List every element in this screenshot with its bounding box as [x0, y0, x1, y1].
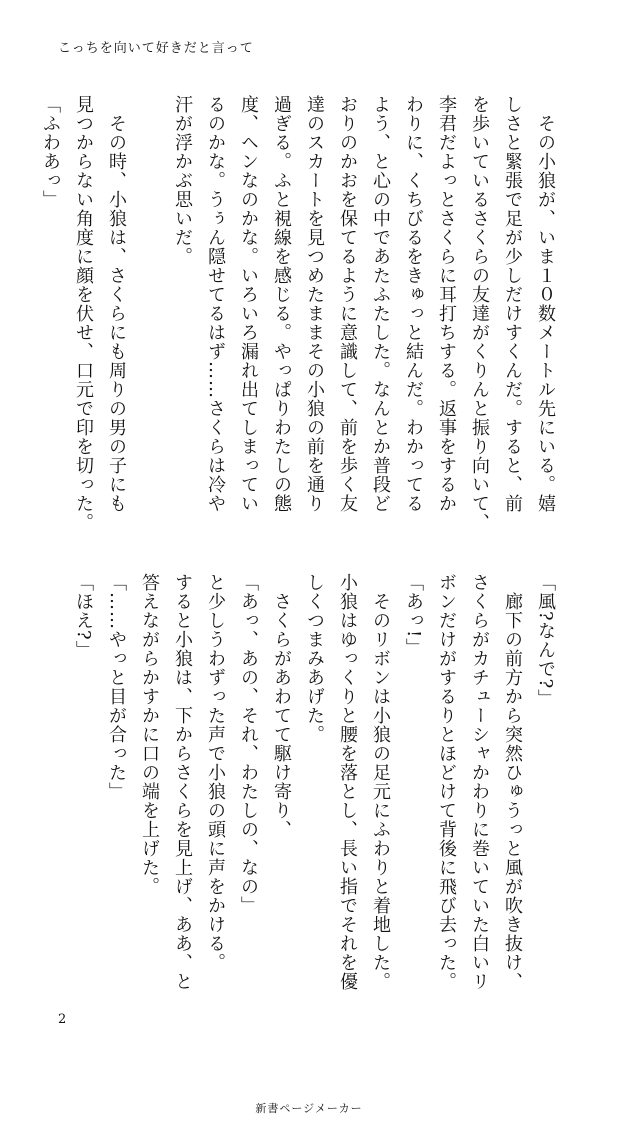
text-line: 「ふわあっ」: [40, 95, 61, 209]
text-line: と少しうわずった声で小狼の頭に声をかける。: [205, 573, 226, 972]
text-line: わりに、くちびるをきゅっと結んだ。わかってる: [403, 95, 424, 513]
text-line: ボンだけがするりとほどけて背後に飛び去った。: [436, 573, 457, 991]
text-line: 「……やっと目が合った」: [106, 573, 127, 801]
text-line: しさと緊張で足が少しだけすくんだ。すると、前: [502, 95, 523, 513]
text-line: [133, 95, 166, 525]
upper-text-block: [40, 95, 562, 532]
text-line: 「ほえ?」: [73, 573, 94, 660]
footer-credit: 新書ページメーカー: [255, 1102, 363, 1115]
lower-text-block: [62, 573, 562, 1003]
page-number: 2: [58, 1012, 67, 1027]
text-line: 「風?なんで?」: [535, 573, 556, 709]
text-line: 答えながらかすかに口の端を上げた。: [139, 573, 160, 896]
text-line: 見つからない角度に顔を伏せ、口元で印を切った。: [73, 95, 94, 532]
running-title: こっちを向いて好きだと言って: [58, 41, 254, 56]
text-line: すると小狼は、下からさくらを見上げ、ああ、と: [172, 573, 193, 991]
text-line: 小狼はゆっくりと腰を落とし、長い指でそれを優: [337, 573, 358, 991]
text-line: 度、ヘンなのかな。いろいろ漏れ出てしまってい: [238, 95, 259, 513]
text-line: るのかな。うぅん隠せてるはず……さくらは冷や: [205, 95, 226, 513]
text-line: おりのかおを保てるように意識して、前を歩く友: [337, 95, 358, 513]
text-line: 過ぎる。ふと視線を感じる。やっぱりわたしの態: [271, 95, 292, 513]
text-line: その小狼が、いま１０数メートル先にいる。嬉: [535, 95, 556, 513]
text-line: 廊下の前方から突然ひゅうっと風が吹き抜け、: [502, 573, 523, 991]
text-line: を歩いているさくらの友達がくりんと振り向いて、: [469, 95, 490, 532]
text-line: しくつまみあげた。: [304, 573, 325, 744]
text-line: 汗が浮かぶ思いだ。: [172, 95, 193, 266]
text-line: 李君だよっとさくらに耳打ちする。返事をするか: [436, 95, 457, 513]
text-line: よう、と心の中であたふたした。なんとか普段ど: [370, 95, 391, 513]
text-line: 達のスカートを見つめたままその小狼の前を通り: [304, 95, 325, 513]
text-line: その時、小狼は、さくらにも周りの男の子にも: [106, 95, 127, 513]
text-line: 「あっ、あの、それ、わたしの、なの」: [238, 573, 259, 915]
text-line: さくらがあわてて駆け寄り、: [271, 573, 292, 839]
text-line: 「あっ!」: [403, 573, 424, 658]
text-line: さくらがカチューシャかわりに巻いていた白いリ: [469, 573, 490, 991]
text-line: そのリボンは小狼の足元にふわりと着地した。: [370, 573, 391, 991]
